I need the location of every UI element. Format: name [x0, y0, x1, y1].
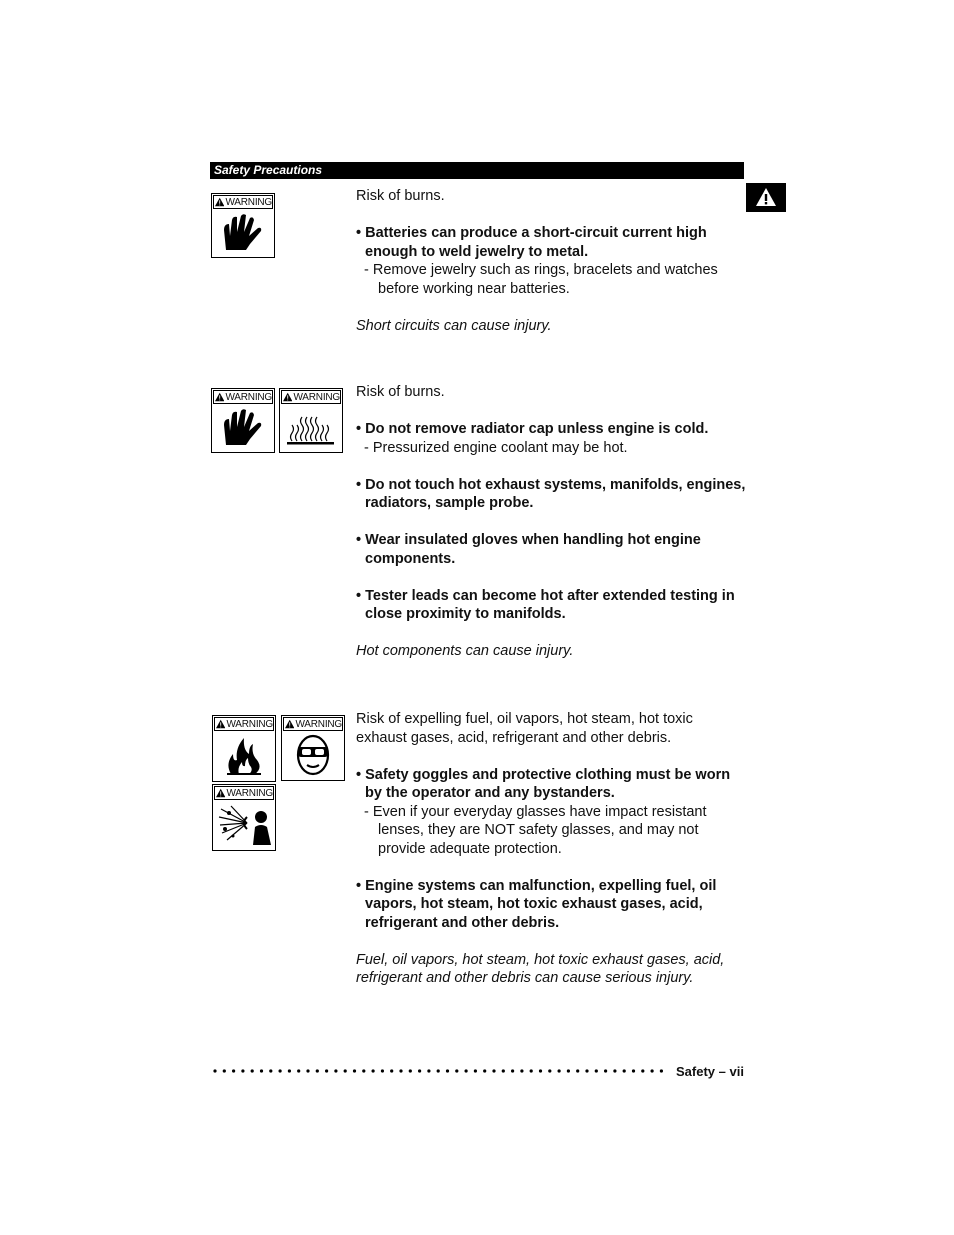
- footer-dot: [437, 1069, 440, 1072]
- footer-dot: [213, 1069, 216, 1072]
- section-header: Safety Precautions: [210, 162, 744, 179]
- bullet-text: • Wear insulated gloves when handling hot engine components.: [356, 532, 701, 567]
- footer-dot: [576, 1069, 579, 1072]
- footer-dot: [492, 1069, 495, 1072]
- warning-triangle-icon: [215, 392, 224, 402]
- footer-dot: [558, 1069, 561, 1072]
- footer-dot: [548, 1069, 551, 1072]
- footer-dot: [232, 1069, 235, 1072]
- footer-dot: [604, 1069, 607, 1072]
- warning-sign-glove: [211, 193, 275, 258]
- footer-dot: [446, 1069, 449, 1072]
- footer-dot: [595, 1069, 598, 1072]
- footer-dot: [465, 1069, 468, 1072]
- footer-dot: [372, 1069, 375, 1072]
- warning-sign-spray: [212, 784, 276, 851]
- warning-triangle-icon: [216, 788, 225, 798]
- flame-icon: [217, 734, 271, 776]
- closing-note: Hot components can cause injury.: [356, 643, 574, 659]
- footer-dot: [223, 1069, 226, 1072]
- bullet-text: • Do not remove radiator cap unless engine is cold.: [356, 421, 709, 437]
- footer-dot: [241, 1069, 244, 1072]
- warning-triangle-icon: [216, 719, 225, 729]
- warning-triangle-icon: [215, 197, 224, 207]
- footer-dot: [502, 1069, 505, 1072]
- warning-label: WARNING: [213, 195, 273, 209]
- closing-note: Fuel, oil vapors, hot steam, hot toxic exhaust gases, acid, refrigerant and other debris can cause serious injury.: [356, 951, 725, 986]
- warning-label: WARNING: [214, 786, 274, 800]
- page-number: Safety – vii: [676, 1064, 744, 1079]
- warning-label: WARNING: [213, 390, 273, 404]
- warning-triangle-icon: [746, 183, 786, 212]
- sub-bullet-text: - Remove jewelry such as rings, bracelets and watches before working near batteries.: [364, 262, 718, 297]
- footer-dot: [474, 1069, 477, 1072]
- footer-dot: [316, 1069, 319, 1072]
- warning-sign-fire: [212, 715, 276, 782]
- footer-dot: [455, 1069, 458, 1072]
- footer-dot: [297, 1069, 300, 1072]
- section-2-text: [356, 383, 746, 661]
- footer-dot: [511, 1069, 514, 1072]
- warning-label: WARNING: [214, 717, 274, 731]
- bullet-text: • Safety goggles and protective clothing must be worn by the operator and any bystanders.: [356, 766, 731, 801]
- sub-bullet-text: - Pressurized engine coolant may be hot.: [364, 439, 628, 456]
- footer-dot: [251, 1069, 254, 1072]
- footer-dot: [623, 1069, 626, 1072]
- section-1-text: [356, 187, 746, 335]
- footer-dot: [539, 1069, 542, 1072]
- footer-dot: [381, 1069, 384, 1072]
- footer-dot: [306, 1069, 309, 1072]
- footer-dot: [567, 1069, 570, 1072]
- footer-dot: [418, 1069, 421, 1072]
- footer-dot: [613, 1069, 616, 1072]
- footer-dot: [651, 1069, 654, 1072]
- footer-dot-leader: [212, 1064, 668, 1078]
- warning-triangle-icon: [285, 719, 294, 729]
- footer-dot: [260, 1069, 263, 1072]
- footer-dot: [344, 1069, 347, 1072]
- glove-icon: [216, 212, 270, 254]
- footer-dot: [279, 1069, 282, 1072]
- footer-dot: [660, 1069, 663, 1072]
- warning-triangle-icon: [283, 392, 292, 402]
- footer-dot: [427, 1069, 430, 1072]
- warning-label: WARNING: [281, 390, 341, 404]
- risk-intro: Risk of expelling fuel, oil vapors, hot steam, hot toxic exhaust gases, acid, refrigerant and other debris.: [356, 711, 693, 746]
- goggles-icon: [286, 734, 340, 776]
- footer-dot: [483, 1069, 486, 1072]
- footer-dot: [334, 1069, 337, 1072]
- section-3-text: [356, 710, 746, 988]
- footer-dot: [530, 1069, 533, 1072]
- heat-waves-icon: [284, 407, 338, 449]
- closing-note: Short circuits can cause injury.: [356, 317, 552, 334]
- bullet-text: • Do not touch hot exhaust systems, manifolds, engines, radiators, sample probe.: [356, 476, 746, 511]
- bullet-text: • Engine systems can malfunction, expelling fuel, oil vapors, hot steam, hot toxic exhaust gases, acid, refrigerant and other debris.: [356, 877, 717, 931]
- risk-intro: Risk of burns.: [356, 188, 445, 204]
- footer-dot: [390, 1069, 393, 1072]
- glove-icon: [216, 407, 270, 449]
- sub-bullet-text: - Even if your everyday glasses have impact resistant lenses, they are NOT safety glasses, and may not provide adequate protection.: [364, 803, 707, 857]
- footer-dot: [409, 1069, 412, 1072]
- risk-intro: Risk of burns.: [356, 384, 445, 400]
- footer-dot: [288, 1069, 291, 1072]
- footer-dot: [269, 1069, 272, 1072]
- bullet-text: • Tester leads can become hot after extended testing in close proximity to manifolds.: [356, 587, 735, 622]
- spray-explosion-icon: [217, 803, 271, 845]
- footer-dot: [520, 1069, 523, 1072]
- warning-sign-heat: [279, 388, 343, 453]
- footer-dot: [585, 1069, 588, 1072]
- footer-dot: [399, 1069, 402, 1072]
- footer-dot: [641, 1069, 644, 1072]
- warning-label: WARNING: [283, 717, 343, 731]
- bullet-text: • Batteries can produce a short-circuit current high enough to weld jewelry to metal.: [356, 225, 707, 260]
- footer-dot: [362, 1069, 365, 1072]
- footer-dot: [325, 1069, 328, 1072]
- warning-sign-glove: [211, 388, 275, 453]
- footer-dot: [632, 1069, 635, 1072]
- warning-sign-goggles: [281, 715, 345, 781]
- footer-dot: [353, 1069, 356, 1072]
